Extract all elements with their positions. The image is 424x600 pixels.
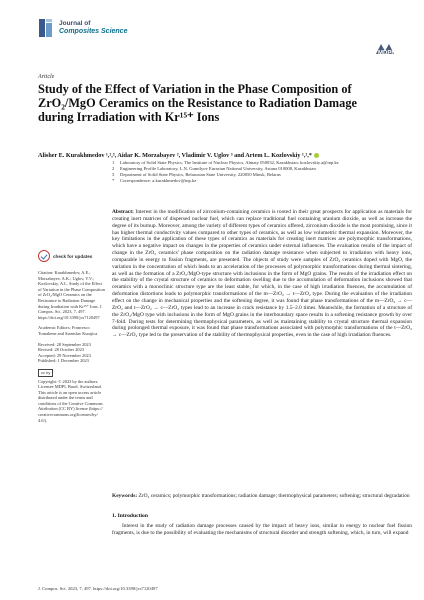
keywords-label: Keywords: [112,493,138,499]
affiliations [112,160,412,184]
affiliation-text: Engineering Profile Laboratory, L.N. Gumilyov Eurasian National University, Astana 010008, Kazakhstan [120,165,316,171]
affiliation-number: 3 [112,171,115,177]
affiliation-item [112,178,412,184]
publisher-name: MDPI [378,50,393,56]
received-date: Received: 28 September 2023 [38,341,91,347]
affiliation-number: 2 [112,165,115,171]
page-footer: J. Compos. Sci. 2023, 7, 497. https://doi.org/10.3390/jcs7120497 [38,586,158,591]
license-text: Copyright: © 2023 by the authors. Licensee MDPI, Basel, Switzerland. This article is an open access article distributed under the terms and conditions of the Creative Commons Attribution (CC BY) license (https:// creativecommons.org/licenses/by/ 4.0/). [38,378,103,423]
affiliation-number: 1 [112,160,115,165]
journal-name-line2: Composites Science [59,27,128,35]
abstract [112,209,412,339]
abstract-label: Abstract: [112,209,134,215]
cc-license-badge[interactable]: cc by [38,369,53,377]
published-date: Published: 1 December 2023 [38,358,89,364]
journal-logo[interactable] [38,18,127,38]
introduction-text: Interest in the study of radiation damage processes caused by the impact of heavy ions, similar in energy to nuclear fuel fission fragments, is due to the possibility of evaluating the mechanisms of structural disorder and strength softening, which, in turn, will expand [112,523,412,536]
affiliation-number: * [112,177,115,183]
orcid-icon[interactable] [314,153,319,158]
check-updates-label: check for updates [53,253,93,259]
abstract-text: Interest in the modification of zirconium-containing ceramics is rooted in their great prospects for application as materials for creating inert matrices of dispersed nuclear fuel, which can replace traditional fuel containing uranium dioxide, as well as increase the degree of its burnup. Moreover, among the variety of different types of ceramics offered, zirconium dioxide is the most promising, since it has higher thermal conductivity values compared to other types of ceramics, as well as low volumetric thermal expansion. Moreover, the key limitations in the application of these types of ceramics as materials for creating inert matrices are polymorphic transformations, which have a negative impact on changes in the properties of ceramics under external influences. The evaluation results of the impact of change in the ZrO₂ ceramics' phase composition on the radiation damage resistance when subjected to irradiation with heavy ions, comparable in energy to fission fragments, are presented. The objects of study were samples of ZrO₂ ceramics doped with MgO, the variation in the concentration of which leads to an acceleration of the processes of polymorphic transformations during thermal sintering, as well as the formation of a ZrO₂/MgO-type structure with inclusions in the form of MgO grains. The results of the irradiation effect on the stability of the crystal structure of ceramics to deformation swelling due to the accumulation of deformation inclusions showed that ceramics with a monoclinic structure type are the least stable, for which, in the case of high irradiation fluences, the accumulation of deformation distortions leads to polymorphic transformations of the m—ZrO₂ → t—ZrO₂ type. During the evaluation of the irradiation effect on the change in mechanical properties and the softening degree, it was found that phase transformations of the m—ZrO₂ → c—ZrO₂ and t—ZrO₂ → c—ZrO₂ types lead to an increase in crack resistance by 1.5–2.0 times. Meanwhile, the formation of a structure of the ZrO₂/MgO type with inclusions in the form of MgO grains in the interboundary space results in a softening resistance growth by over 7-fold. During tests for determining thermophysical parameters, as well as maintaining stability to crystal structure thermal expansion during prolonged thermal exposure, it was found that phase transformations associated with polymorphic transformations of the t—ZrO₂ → c—ZrO₂ type led to the preservation of the stability of thermophysical properties, even in the case of high irradiation fluences. [112,209,412,339]
correspondence-text: Correspondence: a.kurakhmedov@inp.kz [120,177,197,183]
journal-name-line1: Journal of [59,19,91,27]
citation-block: Citation: Kurakhmedov, A.E.; Morzabayev, A.K.; Uglov, V.V.; Kozlovskiy, A.L. Study of the Effect of Variation in the Phase Composition of ZrO₂/MgO Ceramics on the Resistance to Radiation Damage during Irradiation with Kr¹⁵⁺ Ions. J. Compos. Sci. 2023, 7, 497. https://doi.org/10.3390/jcs7120497 [38,270,105,320]
academic-editors: Academic Editors: Francesco Tornabene and Stanislav Kurajica [38,325,98,336]
mdpi-logo-icon[interactable] [374,42,404,56]
keywords-text: ZrO₂ ceramics; polymorphic transformations; radiation damage; thermophysical parameters; softening; structural degradation [138,493,410,499]
keywords [112,493,412,500]
article-type: Article [38,74,55,80]
author-list [38,152,408,159]
check-updates-icon [38,250,50,262]
affiliation-text: Department of Solid State Physics, Belarusian State University, 220050 Minsk, Belarus [120,171,281,177]
affiliation-text: Laboratory of Solid State Physics, The Institute of Nuclear Physics, Almaty 050032, Kazakhstan; kozlovskiy.a@inp.kz [120,160,339,165]
revised-date: Revised: 28 October 2023 [38,347,84,353]
section-heading: 1. Introduction [112,513,148,519]
journal-emblem-icon [38,18,54,38]
publication-dates [38,342,106,364]
license-block [38,369,106,423]
check-updates-button[interactable] [38,250,106,262]
accepted-date: Accepted: 29 November 2023 [38,352,91,358]
article-title: Study of the Effect of Variation in the Phase Composition of ZrO₂/MgO Ceramics on the Resistance to Radiation Damage during Irradiation with Kr¹⁵⁺ Ions [38,82,357,124]
authors-text: Alisher E. Kurakhmedov ¹,²,³, Aidar K. Morzabayev ², Vladimir V. Uglov ³ and Artem L. Kozlovskiy ¹,²,* [38,152,312,159]
article-sidebar [38,250,106,428]
